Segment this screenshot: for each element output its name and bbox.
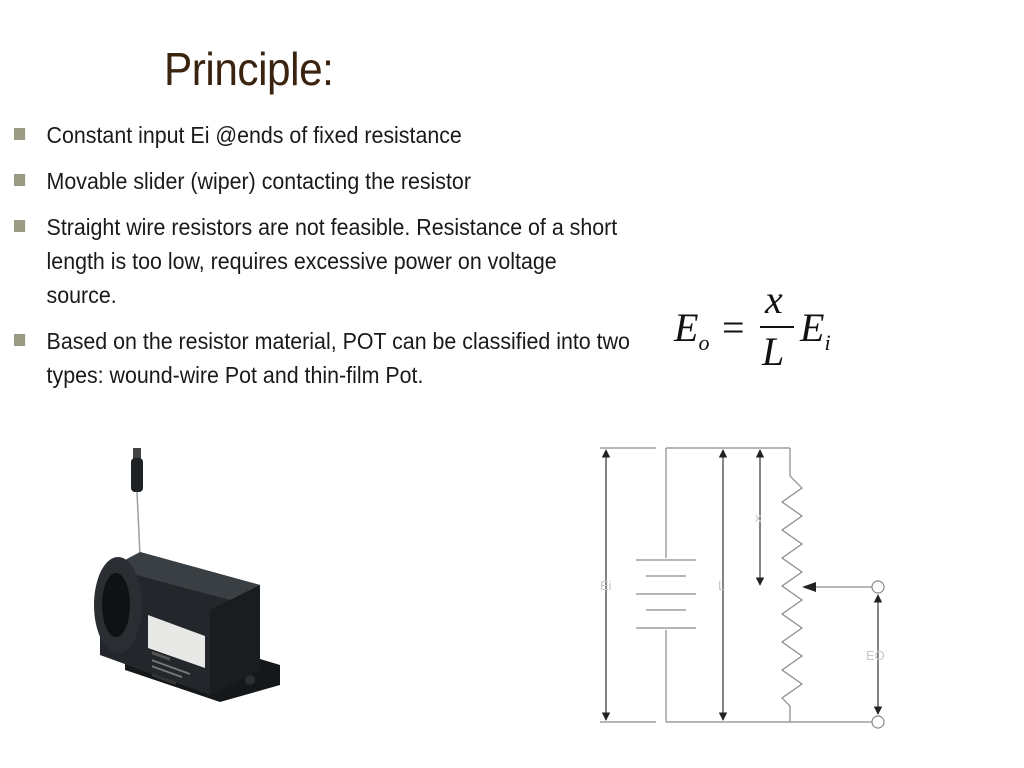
bullet-item bbox=[14, 118, 632, 152]
potentiometer-formula bbox=[668, 277, 848, 378]
diagram-label-ei: Ei bbox=[600, 578, 612, 593]
formula-denominator: L bbox=[762, 329, 785, 374]
formula-input-subscript: i bbox=[824, 330, 831, 355]
square-bullet-icon bbox=[14, 220, 25, 232]
diagram-label-eo: EO bbox=[866, 648, 885, 663]
bullet-text: Straight wire resistors are not feasible. Resistance of a short length is too low, requires excessive power on voltage source. bbox=[46, 214, 618, 308]
wiper-arrow-icon bbox=[802, 582, 816, 592]
bullet-text: Based on the resistor material, POT can be classified into two types: wound-wire Pot and thin-film Pot. bbox=[46, 328, 630, 388]
bullet-item bbox=[14, 164, 632, 198]
square-bullet-icon bbox=[14, 128, 25, 140]
bullet-item bbox=[14, 210, 632, 312]
formula-output-voltage: $E_o$ bbox=[674, 305, 710, 355]
formula-output-subscript: o bbox=[698, 330, 710, 355]
diagram-label-l: L bbox=[718, 578, 726, 593]
formula-equals: = bbox=[722, 305, 745, 350]
potentiometer-circuit-diagram bbox=[590, 440, 900, 740]
bullet-text: Constant input Ei @ends of fixed resistance bbox=[46, 122, 462, 148]
bullet-text: Movable slider (wiper) contacting the resistor bbox=[46, 168, 471, 194]
diagram-label-x: x bbox=[755, 510, 762, 525]
formula-input-voltage: $E_i$ bbox=[800, 305, 831, 355]
slide-title: Principle: bbox=[164, 43, 334, 95]
bullet-list bbox=[14, 118, 634, 404]
square-bullet-icon bbox=[14, 174, 25, 186]
formula-numerator: x bbox=[765, 277, 783, 322]
square-bullet-icon bbox=[14, 334, 25, 346]
bullet-item bbox=[14, 324, 632, 392]
string-pot-sensor-image bbox=[80, 440, 300, 715]
